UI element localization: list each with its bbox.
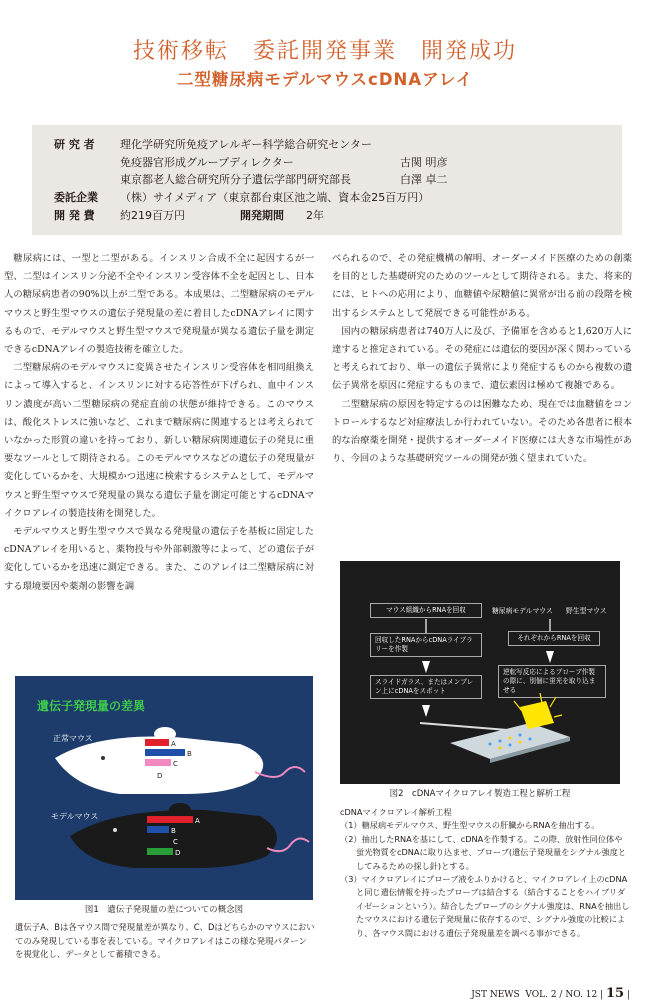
figure-2-note-step: （1）糖尿病モデルマウス、野生型マウスの肝臓からRNAを抽出する。 xyxy=(340,820,600,831)
body-paragraph: 二型糖尿病のモデルマウスに変異させたインスリン受容体を相同組換えによって導入すると、インスリンに対する応答性が下げられ、血中インスリン濃度が高い二型糖尿病の発症直前の状態が維持できる。このマウスは、酸化ストレスに強いなど、これまで糖尿病に関連するとは考えられていなかった形質の違いを持っており、新しい糖尿病関連遺伝子の発見に重要なツールとして期待される。このモデルマウスなどの遺伝子の発現量が変化しているかを、大規模かつ迅速に検索するシステムとして、モデルマウスと野生型マウスで発現量の異なる遺伝子量を測定可能とするcDNAマイクロアレイの製造技術を開発した。 xyxy=(4,362,314,519)
figure-2-note-step: （3）マイクロアレイにプローブ液をふりかけると、マイクロアレイ上のcDNAと同じ遺伝情報を持ったプローブは結合する（結合することをハイブリダイゼーションという）。結合したプローブのシグナル強度は、RNAを抽出したマウスにおける遺伝子発現量に依存するので、シグナル強度の比較により、各マウス間における遺伝子発現量差を調べる事ができる。 xyxy=(340,874,630,938)
gene-label: B xyxy=(187,750,192,758)
gene-label: C xyxy=(173,760,178,768)
model-mouse xyxy=(51,803,309,868)
model-mouse-label: モデルマウス xyxy=(51,812,99,821)
figure-1-caption: 図1 遺伝子発現量の差についての概念図 xyxy=(84,905,244,915)
body-paragraph: 国内の糖尿病患者は740万人に及び、予備軍を含めると1,620万人に達すると推定されている。その発症には遺伝的要因が深く関わっていると考えられており、単一の遺伝子異常により発症するものから複数の遺伝子異常を原因に発症するものまで、遺伝素因は極めて複雑である。 xyxy=(332,325,632,392)
normal-mouse-label: 正常マウス xyxy=(53,734,93,743)
flow-step-probe: 逆転写反応によるプローブ作製の際に、別個に蛍光を取り込ませる xyxy=(498,665,606,698)
gene-a-bar-model xyxy=(147,816,193,823)
page-title: 技術移転 委託開発事業 開発成功 xyxy=(132,39,517,64)
flow-label-model-mouse: 糖尿病モデルマウス xyxy=(492,607,553,615)
figure-2-arrows xyxy=(340,561,620,784)
gene-b-bar-normal xyxy=(145,749,185,756)
period-label: 開発期間 xyxy=(240,209,284,222)
body-paragraph: モデルマウスと野生型マウスで異なる発現量の遺伝子を基板に固定したcDNAアレイを用いると、薬物投与や外部刺激等によって、どの遺伝子が変化しているかを迅速に測定できる。また、このアレイは二型糖尿病に対する環境要因や薬剤の影響を調 xyxy=(4,526,314,592)
researcher-affiliation-1: 理化学研究所免疫アレルギー科学総合研究センター xyxy=(120,138,372,151)
microarray-slide xyxy=(450,723,570,763)
gene-a-bar-normal xyxy=(145,739,169,746)
page-subtitle: 二型糖尿病モデルマウスcDNAアレイ xyxy=(176,70,474,89)
figure-1-heading: 遺伝子発現量の差異 xyxy=(37,699,146,713)
body-column-left xyxy=(4,250,314,596)
researcher-affiliation-3: 東京都老人総合研究所分子遺伝学部門研究部長 xyxy=(120,173,351,186)
gene-label: A xyxy=(171,740,176,748)
figure-1-note: 遺伝子A、Bは各マウス間で発現量差が異なり、C、Dはどちらかのマウスにおいてのみ発現している事を表している。マイクロアレイはこの様な発現パターンを視覚化し、データとして蓄積できる。 xyxy=(15,922,315,960)
page-number: 15 xyxy=(606,986,625,1001)
figure-1-gene-expression xyxy=(15,676,313,900)
body-paragraph: 糖尿病には、一型と二型がある。インスリン合成不全に起因するが一型、二型はインスリン分泌不全やインスリン受容体不全を起因とし、日本人の糖尿病患者の90%以上が二型である。本成果は、二型糖尿病のモデルマウスと野生型マウスの遺伝子発現量の差に着目したcDNAアレイに関するもので、モデルマウスと野生型マウスで発現量が異なる遺伝子量を測定できるcDNAアレイの製造技術を確立した。 xyxy=(4,253,314,356)
researcher-label: 研 究 者 xyxy=(54,138,95,151)
researcher-name-2: 白澤 卓二 xyxy=(400,173,448,186)
figure-2-note xyxy=(340,806,630,940)
flow-step-rna-each: それぞれからRNAを回収 xyxy=(508,631,600,646)
gene-label: C xyxy=(173,838,178,846)
gene-label: D xyxy=(175,849,181,857)
flow-step-library: 回収したRNAからcDNAライブラリーを作製 xyxy=(370,633,482,657)
researcher-affiliation-2: 免疫器官形成グループディレクター xyxy=(120,156,294,169)
body-column-right xyxy=(332,250,632,468)
project-info-box xyxy=(32,125,622,235)
figure-1-illustration xyxy=(15,676,313,900)
figure-2-process xyxy=(340,561,620,784)
probe-glow xyxy=(514,693,562,729)
gene-label: A xyxy=(195,817,200,825)
gene-d-bar-model xyxy=(147,848,173,855)
journal-name: JST NEWS VOL. 2 / NO. 12 xyxy=(471,990,598,1000)
period-value: 2年 xyxy=(306,209,324,222)
gene-label: B xyxy=(171,827,176,835)
normal-mouse xyxy=(53,727,305,794)
flow-step-rna-collect: マウス組織からRNAを回収 xyxy=(370,603,482,618)
company-label: 委託企業 xyxy=(54,191,98,204)
researcher-name-1: 古関 明彦 xyxy=(400,156,448,169)
flow-step-spot: スライドガラス、またはメンブレン上にcDNAをスポット xyxy=(370,675,482,699)
cost-label: 開 発 費 xyxy=(54,209,95,222)
flow-label-wild-mouse: 野生型マウス xyxy=(566,607,607,615)
figure-2-note-title: cDNAマイクロアレイ解析工程 xyxy=(340,807,452,817)
page-footer: JST NEWS VOL. 2 / NO. 12 | 15 | xyxy=(471,986,630,1001)
company-value: （株）サイメディア（東京都台東区池之端、資本金25百万円） xyxy=(120,191,430,204)
gene-c-bar-normal xyxy=(145,759,171,766)
figure-2-note-step: （2）抽出したRNAを基にして、cDNAを作製する。この際、放射性同位体や蛍光物質をcDNAに取り込ませ、プローブ(遺伝子発現量をシグナル強度としてみるための探し針)とする。 xyxy=(340,833,627,871)
body-paragraph: べられるので、その発症機構の解明、オーダーメイド医療のための創薬を目的とした基礎研究のためのツールとして期待される。また、将来的には、ヒトへの応用により、血糖値や尿糖値に異常が出る前の段階を検出するシステムとして発展できる可能性がある。 xyxy=(332,253,632,319)
cost-value: 約219百万円 xyxy=(120,209,185,222)
gene-b-bar-model xyxy=(147,826,169,833)
body-paragraph: 二型糖尿病の原因を特定するのは困難なため、現在では血糖値をコントロールするなど対症療法しか行われていない。そのため各患者に根本的な治療薬を開発・提供するオーダーメイド医療には大きな市場性があり、今回のような基礎研究ツールの開発が強く望まれていた。 xyxy=(332,398,632,465)
figure-2-caption: 図2 cDNAマイクロアレイ製造工程と解析工程 xyxy=(389,789,571,799)
gene-label: D xyxy=(157,772,163,780)
